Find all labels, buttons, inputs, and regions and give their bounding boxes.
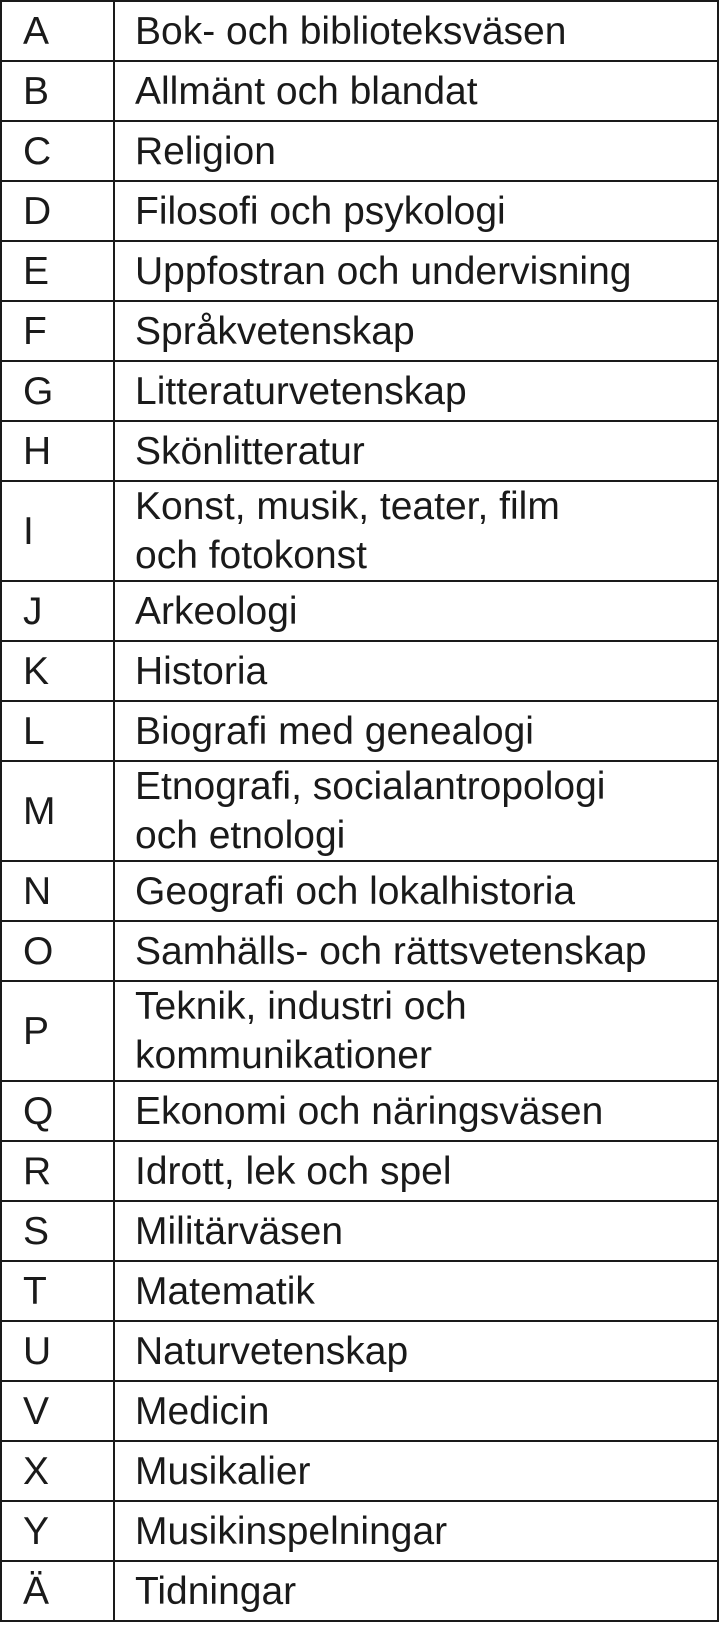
class-code: B — [1, 61, 114, 121]
class-label: Historia — [114, 641, 718, 701]
table-row — [1, 921, 718, 981]
table-row — [1, 121, 718, 181]
class-label: Arkeologi — [114, 581, 718, 641]
class-label: Etnografi, socialantropologi och etnologi — [114, 761, 718, 861]
class-label: Konst, musik, teater, film och fotokonst — [114, 481, 718, 581]
table-row — [1, 1201, 718, 1261]
class-code: H — [1, 421, 114, 481]
class-label: Medicin — [114, 1381, 718, 1441]
class-code: D — [1, 181, 114, 241]
class-label: Musikalier — [114, 1441, 718, 1501]
table-row — [1, 761, 718, 861]
table-row — [1, 1501, 718, 1561]
class-label: Bok- och biblioteksväsen — [114, 1, 718, 61]
table-row — [1, 241, 718, 301]
class-code: K — [1, 641, 114, 701]
class-label: Litteraturvetenskap — [114, 361, 718, 421]
class-label: Biografi med genealogi — [114, 701, 718, 761]
table-row — [1, 1081, 718, 1141]
class-label: Allmänt och blandat — [114, 61, 718, 121]
class-code: T — [1, 1261, 114, 1321]
table-row — [1, 1561, 718, 1621]
class-code: Ä — [1, 1561, 114, 1621]
table-row — [1, 701, 718, 761]
class-label: Filosofi och psykologi — [114, 181, 718, 241]
class-code: V — [1, 1381, 114, 1441]
class-label: Militärväsen — [114, 1201, 718, 1261]
class-code: S — [1, 1201, 114, 1261]
table-row — [1, 861, 718, 921]
class-label: Tidningar — [114, 1561, 718, 1621]
class-code: I — [1, 481, 114, 581]
table-row — [1, 1381, 718, 1441]
table-row — [1, 981, 718, 1081]
class-code: M — [1, 761, 114, 861]
class-code: X — [1, 1441, 114, 1501]
table-row — [1, 1441, 718, 1501]
class-code: E — [1, 241, 114, 301]
class-label: Musikinspelningar — [114, 1501, 718, 1561]
table-row — [1, 581, 718, 641]
class-code: U — [1, 1321, 114, 1381]
table-row — [1, 1, 718, 61]
class-code: P — [1, 981, 114, 1081]
table-row — [1, 641, 718, 701]
class-label: Naturvetenskap — [114, 1321, 718, 1381]
classification-table-body — [1, 1, 718, 1621]
class-code: Y — [1, 1501, 114, 1561]
class-label: Uppfostran och undervisning — [114, 241, 718, 301]
class-code: N — [1, 861, 114, 921]
table-row — [1, 61, 718, 121]
table-row — [1, 301, 718, 361]
table-row — [1, 421, 718, 481]
class-label: Religion — [114, 121, 718, 181]
table-row — [1, 481, 718, 581]
class-code: G — [1, 361, 114, 421]
class-label: Idrott, lek och spel — [114, 1141, 718, 1201]
class-code: O — [1, 921, 114, 981]
class-code: Q — [1, 1081, 114, 1141]
class-code: A — [1, 1, 114, 61]
class-code: J — [1, 581, 114, 641]
table-row — [1, 1261, 718, 1321]
class-code: L — [1, 701, 114, 761]
class-label: Matematik — [114, 1261, 718, 1321]
class-label: Geografi och lokalhistoria — [114, 861, 718, 921]
class-label: Språkvetenskap — [114, 301, 718, 361]
table-row — [1, 1141, 718, 1201]
class-code: F — [1, 301, 114, 361]
class-label: Samhälls- och rättsvetenskap — [114, 921, 718, 981]
class-code: C — [1, 121, 114, 181]
class-label: Teknik, industri och kommunikationer — [114, 981, 718, 1081]
table-row — [1, 361, 718, 421]
table-row — [1, 181, 718, 241]
class-label: Skönlitteratur — [114, 421, 718, 481]
table-row — [1, 1321, 718, 1381]
class-code: R — [1, 1141, 114, 1201]
class-label: Ekonomi och näringsväsen — [114, 1081, 718, 1141]
